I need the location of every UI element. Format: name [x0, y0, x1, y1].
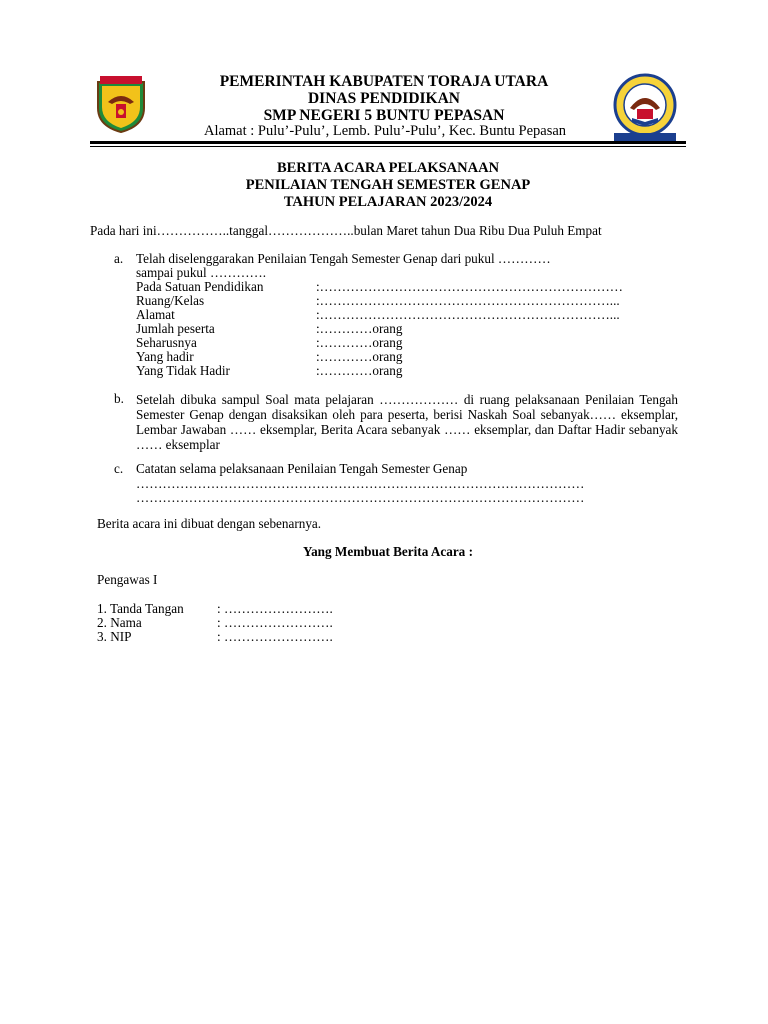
intro-line: Pada hari ini……………..tanggal………………..bulan Maret tahun Dua Ribu Dua Puluh Empat [90, 223, 602, 238]
field-label-jumlah: Jumlah peserta [136, 321, 215, 336]
supervisor-label: Pengawas I [97, 572, 158, 587]
letterhead-line-3: SMP NEGERI 5 BUNTU PEPASAN [263, 107, 505, 124]
doc-title-line-3: TAHUN PELAJARAN 2023/2024 [283, 194, 493, 210]
field-label-alamat: Alamat [136, 307, 175, 322]
section-a-line-1: Telah diselenggarakan Penilaian Tengah Semester Genap dari pukul ………… [136, 251, 551, 266]
school-seal-logo [610, 72, 680, 142]
letterhead-divider [90, 141, 686, 144]
nip-value: : ……………………. [217, 629, 333, 644]
section-a-marker: a. [114, 251, 124, 266]
name-value: : ……………………. [217, 615, 333, 630]
closing-statement: Berita acara ini dibuat dengan sebenarnya. [97, 516, 322, 531]
section-a-line-2: sampai pukul …………. [136, 265, 267, 280]
field-value-ruang: :…………………………………………………………... [316, 293, 620, 308]
field-value-alamat: :…………………………………………………………... [316, 307, 620, 322]
section-c-dots-1: ………………………………………………………………………………………… [136, 476, 585, 491]
section-b-paragraph: Setelah dibuka sampul Soal mata pelajaran ……………… di ruang pelaksanaan Penilaian Tengah Semester Genap dengan disaksikan oleh para peserta, berisi Naskah Soal sebanyak…… eksemplar, Lembar Jawaban …… eksemplar, Berita Acara sebanyak …… eksemplar, dan Daftar Hadir sebanyak …… eksemplar [136, 392, 678, 452]
doc-title-line-2: PENILAIAN TENGAH SEMESTER GENAP [245, 177, 531, 193]
signer-heading: Yang Membuat Berita Acara : [303, 544, 473, 559]
field-value-satuan: :…………………………………………………………… [316, 279, 623, 294]
letterhead-address: Alamat : Pulu’-Pulu’, Lemb. Pulu’-Pulu’, Kec. Buntu Pepasan [203, 123, 567, 139]
field-value-seharusnya: :…………orang [316, 335, 403, 350]
field-label-tidak-hadir: Yang Tidak Hadir [136, 363, 230, 378]
field-label-hadir: Yang hadir [136, 349, 194, 364]
field-value-tidak-hadir: :…………orang [316, 363, 403, 378]
signature-value: : ……………………. [217, 601, 333, 616]
section-c-marker: c. [114, 461, 124, 476]
field-value-hadir: :…………orang [316, 349, 403, 364]
field-value-jumlah: :…………orang [316, 321, 403, 336]
nip-label: 3. NIP [97, 629, 132, 644]
letterhead-divider-thin [90, 146, 686, 147]
name-label: 2. Nama [97, 615, 142, 630]
section-c-dots-2: ………………………………………………………………………………………… [136, 490, 585, 505]
doc-title-line-1: BERITA ACARA PELAKSANAAN [276, 160, 500, 176]
section-c-line: Catatan selama pelaksanaan Penilaian Tengah Semester Genap [136, 461, 468, 476]
field-label-seharusnya: Seharusnya [136, 335, 197, 350]
toraja-utara-logo [90, 72, 152, 134]
section-b-marker: b. [114, 391, 124, 406]
letterhead-line-2: DINAS PENDIDIKAN [307, 90, 460, 107]
letterhead-line-1: PEMERINTAH KABUPATEN TORAJA UTARA [219, 73, 549, 90]
field-label-ruang: Ruang/Kelas [136, 293, 205, 308]
field-label-satuan: Pada Satuan Pendidikan [136, 279, 264, 294]
signature-label: 1. Tanda Tangan [97, 601, 184, 616]
